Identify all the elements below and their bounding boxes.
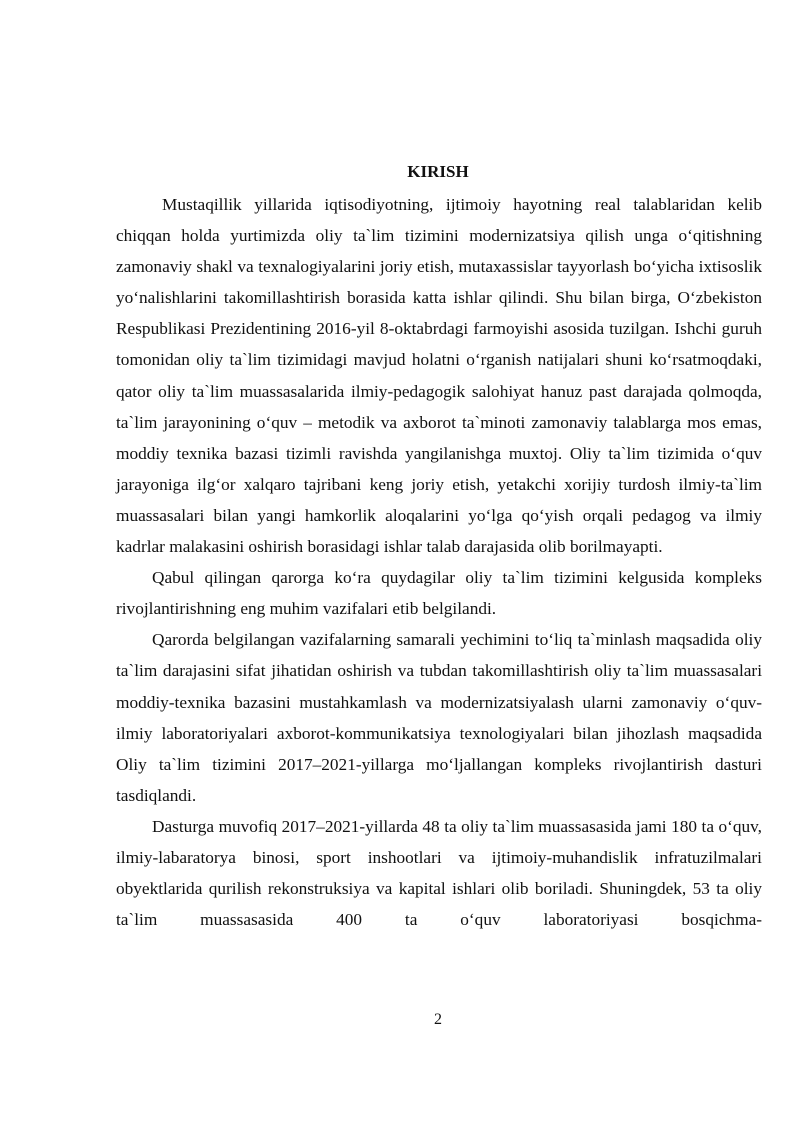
page-number: 2 xyxy=(434,1011,442,1028)
paragraph-1: Mustaqillik yillarida iqtisodiyotning, ijtimoiy hayotning real talablaridan kelib chiqqan holda yurtimizda oliy ta`lim tizimini modernizatsiya qilish unga o‘qitishning zamonaviy shakl va texnalogiyalarini joriy etish, mutaxassislar tayyorlash bo‘yicha ixtisoslik yo‘nalishlarini takomillashtirish borasida katta ishlar qilindi. Shu bilan birga, O‘zbekiston Respublikasi Prezidentining 2016-yil 8-oktabrdagi farmoyishi asosida tuzilgan. Ishchi guruh tomonidan oliy ta`lim tizimidagi mavjud holatni o‘rganish natijalari shuni ko‘rsatmoqdaki, qator oliy ta`lim muassasalarida ilmiy-pedagogik salohiyat hanuz past darajada qolmoqda, ta`lim jarayonining o‘quv – metodik va axborot ta`minoti zamonaviy talablarga mos emas, moddiy texnika bazasi tizimli ravishda yangilanishga muxtoj. Oliy ta`lim tizimida o‘quv jarayoniga ilg‘or xalqaro tajribani keng joriy etish, yetakchi xorijiy turdosh ilmiy-ta`lim muassasalari bilan yangi hamkorlik aloqalarini yo‘lga qo‘yish orqali pedagog va ilmiy kadrlar malakasini oshirish borasidagi ishlar talab darajasida olib borilmayapti. xyxy=(116,195,762,557)
section-title: KIRISH xyxy=(407,162,469,181)
paragraph-4: Dasturga muvofiq 2017–2021-yillarda 48 ta oliy ta`lim muassasasida jami 180 ta o‘quv, ilmiy-labaratorya binosi, sport inshootlari va ijtimoiy-muhandislik infratuzilmalari obyektlarida qurilish rekonstruksiya va kapital ishlari olib boriladi. Shuningdek, 53 ta oliy ta`lim muassasasida 400 ta o‘quv laboratoriyasi bosqichma- xyxy=(116,816,762,930)
body-text xyxy=(116,189,762,935)
paragraph-2: Qabul qilingan qarorga ko‘ra quydagilar oliy ta`lim tizimini kelgusida kompleks rivojlantirishning eng muhim vazifalari etib belgilandi. xyxy=(116,568,762,619)
paragraph-3: Qarorda belgilangan vazifalarning samarali yechimini to‘liq ta`minlash maqsadida oliy ta`lim darajasini sifat jihatidan oshirish va tubdan takomillashtirish oliy ta`lim muassasalari moddiy-texnika bazasini mustahkamlash va modernizatsiyalash ularni zamonaviy o‘quv-ilmiy laboratoriyalari axborot-kommunikatsiya texnologiyalari bilan jihozlash maqsadida Oliy ta`lim tizimini 2017–2021-yillarga mo‘ljallangan kompleks rivojlantirish dasturi tasdiqlandi. xyxy=(116,630,762,805)
